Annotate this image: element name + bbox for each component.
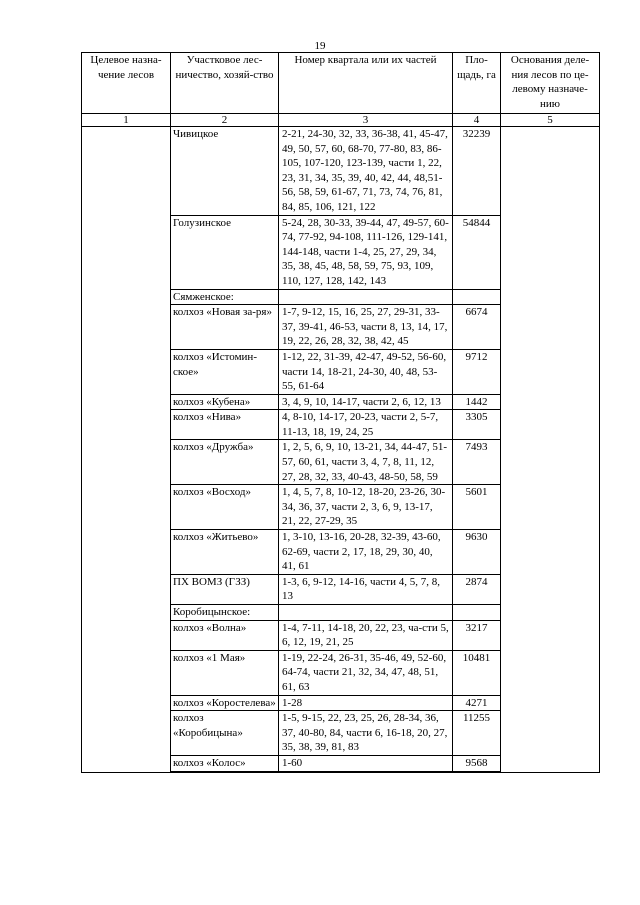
area-cell: 9712	[453, 349, 501, 394]
column-number-row	[82, 114, 600, 127]
forestry-cell: колхоз «Коробицына»	[171, 711, 279, 756]
area-cell	[453, 289, 501, 305]
header-purpose: Целевое назна-чение лесов	[82, 53, 171, 114]
area-cell: 9630	[453, 530, 501, 575]
quarters-cell: 1, 3-10, 13-16, 20-28, 32-39, 43-60, 62-69, части 2, 17, 18, 29, 30, 40, 41, 61	[279, 530, 453, 575]
forestry-cell: колхоз «Волна»	[171, 620, 279, 650]
header-row	[82, 53, 600, 114]
forestry-cell: колхоз «Дружба»	[171, 440, 279, 485]
area-cell: 9568	[453, 755, 501, 771]
area-cell: 2874	[453, 574, 501, 604]
area-cell: 54844	[453, 215, 501, 289]
forestry-cell: колхоз «Истомин-ское»	[171, 349, 279, 394]
quarters-cell: 1-5, 9-15, 22, 23, 25, 26, 28-34, 36, 37, 40-80, 84, части 6, 16-18, 20, 27, 35, 38, 39, 81, 83	[279, 711, 453, 756]
forestry-cell: Чивицкое	[171, 127, 279, 216]
quarters-cell: 1-4, 7-11, 14-18, 20, 22, 23, ча-сти 5, 6, 12, 19, 21, 25	[279, 620, 453, 650]
column-number: 5	[501, 114, 600, 127]
column-number: 2	[171, 114, 279, 127]
quarters-cell	[279, 605, 453, 621]
quarters-cell: 5-24, 28, 30-33, 39-44, 47, 49-57, 60-74, 77-92, 94-108, 111-126, 129-141, 144-148, части 1-4, 25, 27, 29, 34, 35, 38, 45, 48, 58, 59, 75, 93, 109, 110, 127, 128, 142, 143	[279, 215, 453, 289]
header-basis: Основания деле-ния лесов по це-левому назначе-нию	[501, 53, 600, 114]
column-number: 3	[279, 114, 453, 127]
header-area: Пло-щадь, га	[453, 53, 501, 114]
area-cell: 3217	[453, 620, 501, 650]
forestry-cell: колхоз «Новая за-ря»	[171, 305, 279, 350]
forest-allocation-table	[81, 52, 600, 773]
quarters-cell	[279, 771, 453, 772]
forestry-cell: Коробицынское:	[171, 605, 279, 621]
forestry-cell: колхоз «Кубена»	[171, 394, 279, 410]
quarters-cell: 1-60	[279, 755, 453, 771]
header-quarters: Номер квартала или их частей	[279, 53, 453, 114]
area-cell: 7493	[453, 440, 501, 485]
area-cell: 6674	[453, 305, 501, 350]
quarters-cell: 1-28	[279, 695, 453, 711]
quarters-cell: 4, 8-10, 14-17, 20-23, части 2, 5-7, 11-13, 18, 19, 24, 25	[279, 410, 453, 440]
forestry-cell: Голузинское	[171, 215, 279, 289]
quarters-cell: 1-7, 9-12, 15, 16, 25, 27, 29-31, 33-37, 39-41, 46-53, части 8, 13, 14, 17, 19, 22, 26, 28, 32, 38, 42, 45	[279, 305, 453, 350]
area-cell: 4271	[453, 695, 501, 711]
forestry-cell: колхоз «Житьево»	[171, 530, 279, 575]
quarters-cell: 1-3, 6, 9-12, 14-16, части 4, 5, 7, 8, 13	[279, 574, 453, 604]
area-cell: 32239	[453, 127, 501, 216]
area-cell: 1442	[453, 394, 501, 410]
forestry-cell: колхоз «1 Мая»	[171, 650, 279, 695]
quarters-cell: 1-12, 22, 31-39, 42-47, 49-52, 56-60, части 14, 18-21, 24-30, 40, 48, 53-55, 61-64	[279, 349, 453, 394]
quarters-cell: 1, 2, 5, 6, 9, 10, 13-21, 34, 44-47, 51-57, 60, 61, части 3, 4, 7, 8, 11, 12, 27, 28, 32, 33, 40-43, 48-50, 58, 59	[279, 440, 453, 485]
forestry-cell: ПХ ВОМЗ (ГЗЗ)	[171, 574, 279, 604]
forestry-cell: колхоз «Восход»	[171, 485, 279, 530]
area-cell: 3305	[453, 410, 501, 440]
area-cell: 5601	[453, 485, 501, 530]
quarters-cell	[279, 289, 453, 305]
quarters-cell: 2-21, 24-30, 32, 33, 36-38, 41, 45-47, 49, 50, 57, 60, 68-70, 77-80, 83, 86-105, 107-120, 123-139, части 1, 22, 23, 31, 34, 35, 39, 40, 42, 44, 48,51-56, 58, 59, 61-67, 71, 73, 74, 76, 81, 84, 85, 106, 121, 122	[279, 127, 453, 216]
table-row	[82, 127, 600, 216]
forestry-cell: колхоз «Колос»	[171, 755, 279, 771]
quarters-cell: 1-19, 22-24, 26-31, 35-46, 49, 52-60, 64-74, части 21, 32, 34, 47, 48, 51, 61, 63	[279, 650, 453, 695]
purpose-cell	[82, 127, 171, 773]
column-number: 1	[82, 114, 171, 127]
area-cell	[453, 771, 501, 772]
area-cell	[453, 605, 501, 621]
area-cell: 11255	[453, 711, 501, 756]
header-forestry: Участковое лес-ничество, хозяй-ство	[171, 53, 279, 114]
page-number: 19	[314, 40, 326, 52]
quarters-cell: 3, 4, 9, 10, 14-17, части 2, 6, 12, 13	[279, 394, 453, 410]
forestry-cell: колхоз «Нива»	[171, 410, 279, 440]
forestry-cell: колхоз «Коростелева»	[171, 695, 279, 711]
quarters-cell: 1, 4, 5, 7, 8, 10-12, 18-20, 23-26, 30-34, 36, 37, части 2, 3, 6, 9, 13-17, 21, 22, 27-29, 35	[279, 485, 453, 530]
forestry-cell	[171, 771, 279, 772]
column-number: 4	[453, 114, 501, 127]
area-cell: 10481	[453, 650, 501, 695]
forestry-cell: Сямженское:	[171, 289, 279, 305]
basis-cell	[501, 127, 600, 773]
table-body	[82, 127, 600, 773]
